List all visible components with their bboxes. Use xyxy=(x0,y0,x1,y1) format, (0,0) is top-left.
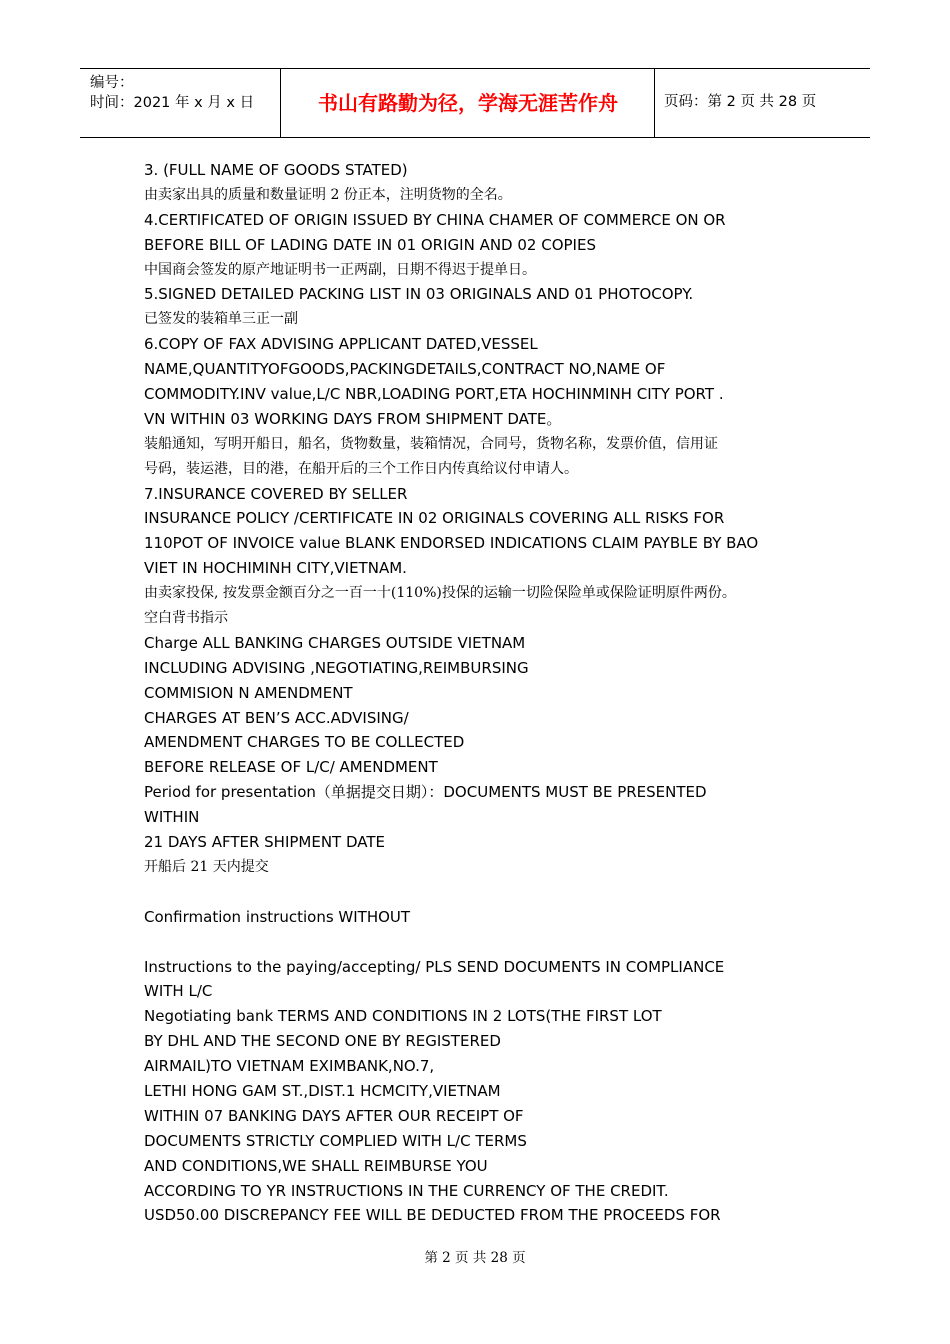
body-text-line: COMMISION N AMENDMENT xyxy=(144,683,353,702)
body-text-line: 7.INSURANCE COVERED BY SELLER xyxy=(144,484,408,503)
body-text-line: 中国商会签发的原产地证明书一正两副，日期不得迟于提单日。 xyxy=(144,261,536,278)
body-text-line: INSURANCE POLICY /CERTIFICATE IN 02 ORIGINALS COVERING ALL RISKS FOR xyxy=(144,509,725,528)
body-text-line: AND CONDITIONS,WE SHALL REIMBURSE YOU xyxy=(144,1156,488,1175)
body-text-line: WITH L/C xyxy=(144,982,213,1001)
body-text-line: Charge ALL BANKING CHARGES OUTSIDE VIETNAM xyxy=(144,633,526,652)
document-number-label: 编号： xyxy=(90,75,134,91)
body-text-line: 号码，装运港，目的港，在船开后的三个工作日内传真给议付申请人。 xyxy=(144,460,578,477)
body-text-line: 开船后 21 天内提交 xyxy=(144,858,269,875)
body-text-line: CHARGES AT BEN’S ACC.ADVISING/ xyxy=(144,708,409,727)
body-text-line: 已签发的装箱单三正一副 xyxy=(144,311,298,328)
body-text-line: 空白背书指示 xyxy=(144,610,228,627)
body-text-line: BEFORE BILL OF LADING DATE IN 01 ORIGIN AND 02 COPIES xyxy=(144,235,596,254)
body-text-line: WITHIN xyxy=(144,808,200,827)
document-date-label: 时间：2021 年 x 月 x 日 xyxy=(90,95,255,111)
header-page-number: 页码：第 2 页 共 28 页 xyxy=(664,94,817,110)
body-text-line: USD50.00 DISCREPANCY FEE WILL BE DEDUCTED FROM THE PROCEEDS FOR xyxy=(144,1206,721,1225)
body-text-line: VN WITHIN 03 WORKING DAYS FROM SHIPMENT DATE。 xyxy=(144,409,562,428)
body-text-line: 21 DAYS AFTER SHIPMENT DATE xyxy=(144,833,386,852)
body-text-line: DOCUMENTS STRICTLY COMPLIED WITH L/C TERMS xyxy=(144,1131,527,1150)
body-text-line: LETHI HONG GAM ST.,DIST.1 HCMCITY,VIETNAM xyxy=(144,1081,501,1100)
body-text-line: 110POT OF INVOICE value BLANK ENDORSED INDICATIONS CLAIM PAYBLE BY BAO xyxy=(144,534,759,553)
header-divider xyxy=(280,69,281,137)
body-text-line: Instructions to the paying/accepting/ PLS SEND DOCUMENTS IN COMPLIANCE xyxy=(144,957,725,976)
body-text-line: AIRMAIL)TO VIETNAM EXIMBANK,NO.7, xyxy=(144,1057,435,1076)
document-body xyxy=(144,158,844,1228)
body-text-line: WITHIN 07 BANKING DAYS AFTER OUR RECEIPT OF xyxy=(144,1106,524,1125)
body-text-line: 装船通知，写明开船日，船名，货物数量，装箱情况，合同号，货物名称，发票价值，信用证 xyxy=(144,435,718,452)
header-motto: 书山有路勤为径，学海无涯苦作舟 xyxy=(318,91,618,115)
body-text-line: 由卖家出具的质量和数量证明 2 份正本，注明货物的全名。 xyxy=(144,186,512,203)
page-footer: 第 2 页 共 28 页 xyxy=(424,1250,526,1266)
body-text-line: 由卖家投保, 按发票金额百分之一百一十(110%)投保的运输一切险保险单或保险证明原件两份。 xyxy=(144,585,736,602)
body-text-line: ACCORDING TO YR INSTRUCTIONS IN THE CURRENCY OF THE CREDIT. xyxy=(144,1181,669,1200)
body-text-line: NAME,QUANTITYOFGOODS,PACKINGDETAILS,CONTRACT NO,NAME OF xyxy=(144,360,666,379)
body-text-line: AMENDMENT CHARGES TO BE COLLECTED xyxy=(144,733,465,752)
header-divider xyxy=(654,69,655,137)
body-text-line xyxy=(144,930,844,955)
body-text-line: 6.COPY OF FAX ADVISING APPLICANT DATED,VESSEL xyxy=(144,335,538,354)
body-text-line: Confirmation instructions WITHOUT xyxy=(144,907,411,926)
body-text-line: Negotiating bank TERMS AND CONDITIONS IN 2 LOTS(THE FIRST LOT xyxy=(144,1007,662,1026)
body-text-line: 3. (FULL NAME OF GOODS STATED) xyxy=(144,161,408,179)
body-text-line: 5.SIGNED DETAILED PACKING LIST IN 03 ORIGINALS AND 01 PHOTOCOPY. xyxy=(144,285,694,304)
body-text-line: Period for presentation（单据提交日期）：DOCUMENTS MUST BE PRESENTED xyxy=(144,783,707,802)
body-text-line: VIET IN HOCHIMINH CITY,VIETNAM. xyxy=(144,559,407,578)
body-text-line: BEFORE RELEASE OF L/C/ AMENDMENT xyxy=(144,758,438,777)
body-text-line: BY DHL AND THE SECOND ONE BY REGISTERED xyxy=(144,1032,501,1051)
body-text-line: COMMODITY.INV value,L/C NBR,LOADING PORT,ETA HOCHINMINH CITY PORT . xyxy=(144,385,724,404)
body-text-line: 4.CERTIFICATED OF ORIGIN ISSUED BY CHINA CHAMER OF COMMERCE ON OR xyxy=(144,210,726,229)
document-header xyxy=(80,68,870,138)
body-text-line xyxy=(144,880,844,905)
header-meta xyxy=(90,73,254,113)
body-text-line: INCLUDING ADVISING ,NEGOTIATING,REIMBURSING xyxy=(144,658,529,677)
